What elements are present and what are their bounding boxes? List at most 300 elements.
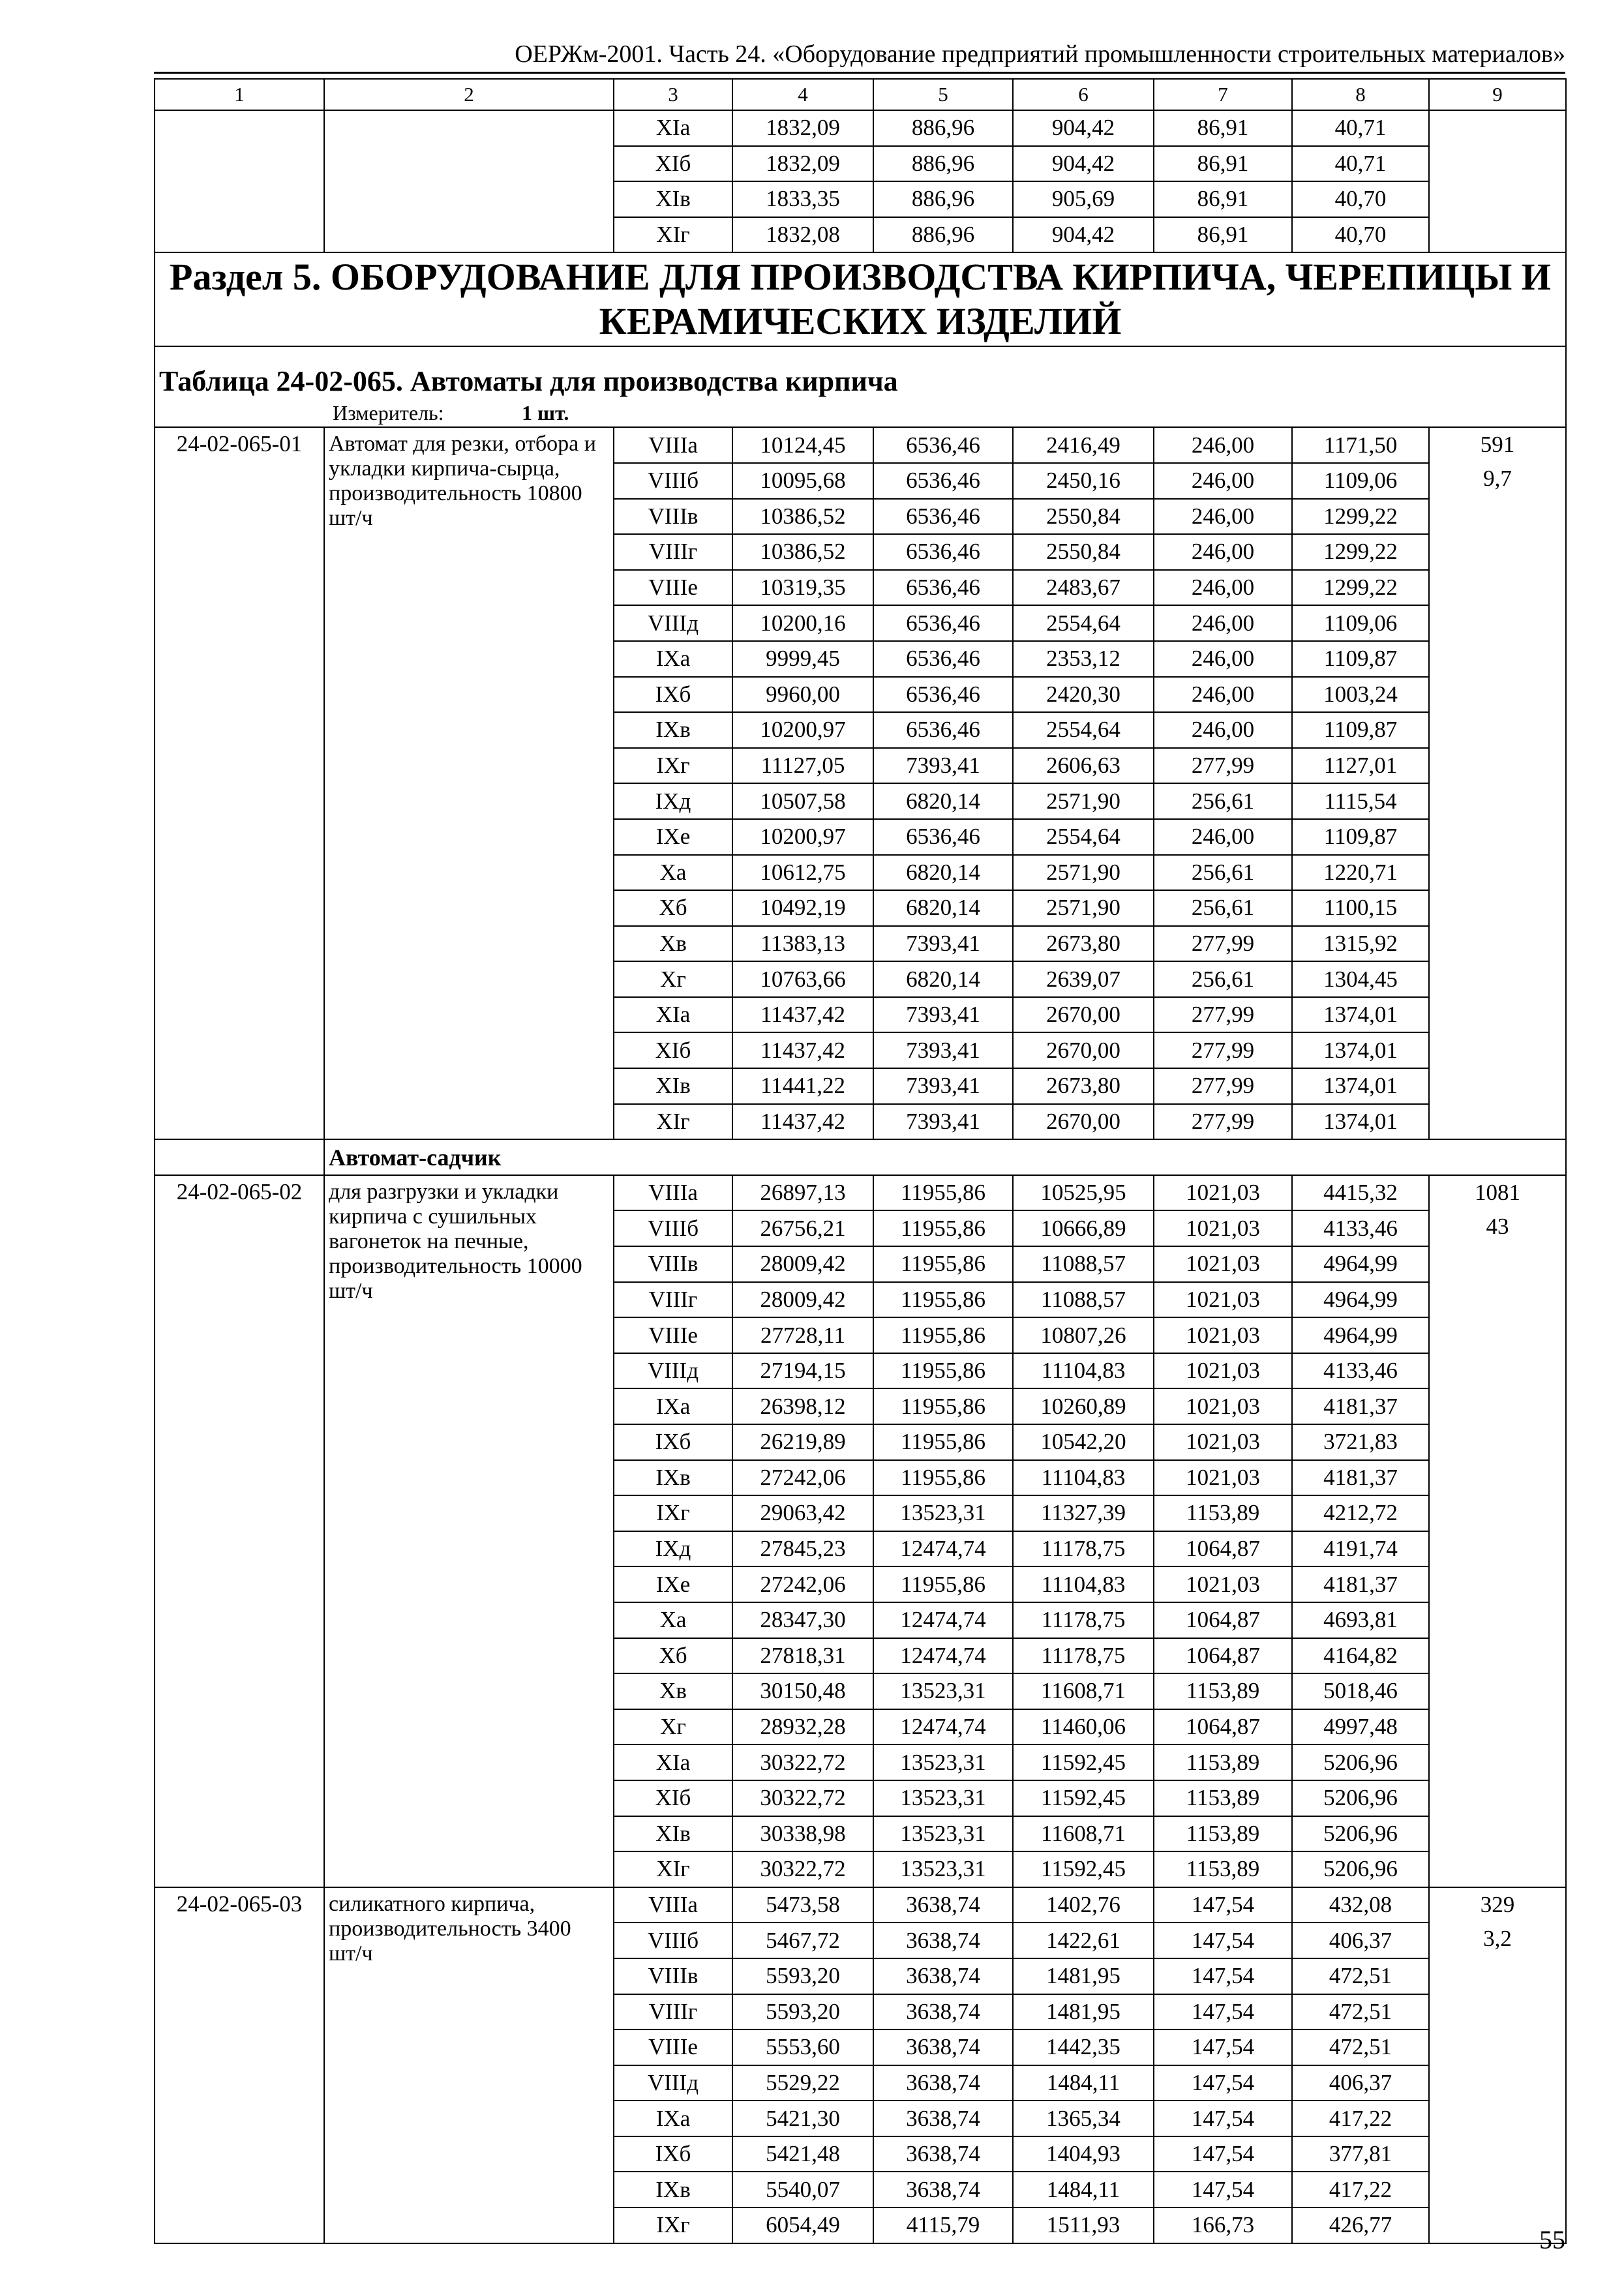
zone-cell: IXд — [614, 783, 732, 819]
value-cell: 246,00 — [1154, 427, 1292, 463]
extra-value: 3,2 — [1483, 1925, 1512, 1951]
value-cell: 246,00 — [1154, 819, 1292, 855]
value-cell: 6536,46 — [873, 427, 1013, 463]
value-cell: 1374,01 — [1292, 1068, 1429, 1104]
value-cell: 13523,31 — [873, 1816, 1013, 1852]
value-cell: 7393,41 — [873, 926, 1013, 962]
value-cell: 1299,22 — [1292, 499, 1429, 535]
value-cell: 5540,07 — [732, 2172, 873, 2207]
value-cell: 1109,87 — [1292, 819, 1429, 855]
value-cell: 11178,75 — [1013, 1531, 1154, 1567]
value-cell: 905,69 — [1013, 181, 1154, 217]
value-cell: 1299,22 — [1292, 534, 1429, 570]
value-cell: 1109,87 — [1292, 641, 1429, 677]
value-cell: 277,99 — [1154, 1104, 1292, 1140]
value-cell: 10612,75 — [732, 855, 873, 891]
value-cell: 11955,86 — [873, 1175, 1013, 1211]
value-cell: 5206,96 — [1292, 1851, 1429, 1887]
value-cell: 27242,06 — [732, 1460, 873, 1496]
value-cell: 12474,74 — [873, 1531, 1013, 1567]
norms-table — [154, 78, 1567, 2244]
value-cell: 256,61 — [1154, 961, 1292, 997]
value-cell: 5593,20 — [732, 1958, 873, 1994]
section-title: Раздел 5. ОБОРУДОВАНИЕ ДЛЯ ПРОИЗВОДСТВА КИРПИЧА, ЧЕРЕПИЦЫ И КЕРАМИЧЕСКИХ ИЗДЕЛИЙ — [155, 252, 1566, 346]
value-cell: 1153,89 — [1154, 1851, 1292, 1887]
value-cell: XIв — [614, 181, 732, 217]
value-cell: XIг — [614, 217, 732, 253]
value-cell: 1422,61 — [1013, 1922, 1154, 1958]
section-title-row — [155, 252, 1566, 346]
value-cell: 2353,12 — [1013, 641, 1154, 677]
value-cell: 7393,41 — [873, 1068, 1013, 1104]
value-cell: 28347,30 — [732, 1602, 873, 1638]
value-cell: 27242,06 — [732, 1566, 873, 1602]
value-cell: 1374,01 — [1292, 997, 1429, 1033]
value-cell: 4181,37 — [1292, 1460, 1429, 1496]
table-row — [155, 1175, 1566, 1211]
value-cell: 4997,48 — [1292, 1709, 1429, 1745]
table-row — [155, 427, 1566, 463]
value-cell: 4964,99 — [1292, 1317, 1429, 1353]
value-cell: 26897,13 — [732, 1175, 873, 1211]
zone-cell: VIIIг — [614, 1994, 732, 2030]
subtitle-code-cell — [155, 1139, 324, 1175]
value-cell: 1220,71 — [1292, 855, 1429, 891]
value-cell: 11955,86 — [873, 1566, 1013, 1602]
value-cell: 13523,31 — [873, 1851, 1013, 1887]
value-cell: 4415,32 — [1292, 1175, 1429, 1211]
value-cell: 4115,79 — [873, 2207, 1013, 2243]
value-cell: 5553,60 — [732, 2029, 873, 2065]
value-cell: 40,71 — [1292, 146, 1429, 182]
value-cell: 6054,49 — [732, 2207, 873, 2243]
value-cell: 4181,37 — [1292, 1388, 1429, 1424]
value-cell: 277,99 — [1154, 1068, 1292, 1104]
value-cell: 256,61 — [1154, 783, 1292, 819]
unit-row — [155, 399, 1566, 427]
extra-value: 329 — [1480, 1891, 1515, 1917]
value-cell: 256,61 — [1154, 855, 1292, 891]
zone-cell: VIIIа — [614, 427, 732, 463]
value-cell: 6536,46 — [873, 463, 1013, 499]
value-cell: 1171,50 — [1292, 427, 1429, 463]
description-cell: силикатного кирпича, производительность 3400 шт/ч — [324, 1887, 614, 2243]
value-cell: 3638,74 — [873, 2101, 1013, 2136]
zone-cell: IXе — [614, 1566, 732, 1602]
value-cell: 3638,74 — [873, 1887, 1013, 1923]
value-cell: 1064,87 — [1154, 1709, 1292, 1745]
value-cell: 1484,11 — [1013, 2065, 1154, 2101]
extra-value: 43 — [1486, 1213, 1509, 1239]
value-cell: 13523,31 — [873, 1495, 1013, 1531]
value-cell: 9960,00 — [732, 677, 873, 713]
value-cell: 29063,42 — [732, 1495, 873, 1531]
value-cell: 3638,74 — [873, 2136, 1013, 2172]
value-cell: 1374,01 — [1292, 1104, 1429, 1140]
value-cell: 10200,16 — [732, 605, 873, 641]
value-cell: 2416,49 — [1013, 427, 1154, 463]
value-cell: 40,70 — [1292, 181, 1429, 217]
value-cell: 5593,20 — [732, 1994, 873, 2030]
value-cell: 11955,86 — [873, 1317, 1013, 1353]
unit-label: Измеритель: — [333, 401, 444, 425]
code-cell: 24-02-065-02 — [155, 1175, 324, 1887]
value-cell: 11127,05 — [732, 748, 873, 784]
extra-value: 1081 — [1475, 1179, 1520, 1205]
value-cell: 86,91 — [1154, 217, 1292, 253]
value-cell: 3721,83 — [1292, 1424, 1429, 1460]
zone-cell: IXв — [614, 712, 732, 748]
value-cell: 147,54 — [1154, 1887, 1292, 1923]
value-cell: 11592,45 — [1013, 1780, 1154, 1816]
value-cell: 11104,83 — [1013, 1460, 1154, 1496]
zone-cell: VIIIа — [614, 1175, 732, 1211]
column-number: 1 — [155, 79, 324, 110]
value-cell: 2670,00 — [1013, 1104, 1154, 1140]
value-cell: 2639,07 — [1013, 961, 1154, 997]
group-subtitle: Автомат-садчик — [324, 1139, 1566, 1175]
value-cell: 3638,74 — [873, 1994, 1013, 2030]
value-cell: 6820,14 — [873, 890, 1013, 926]
value-cell: 1153,89 — [1154, 1816, 1292, 1852]
zone-cell: XIа — [614, 1744, 732, 1780]
value-cell: 3638,74 — [873, 1958, 1013, 1994]
value-cell: 886,96 — [873, 146, 1013, 182]
value-cell: 28009,42 — [732, 1282, 873, 1318]
value-cell: 1109,06 — [1292, 463, 1429, 499]
value-cell: 30322,72 — [732, 1851, 873, 1887]
value-cell: 30338,98 — [732, 1816, 873, 1852]
value-cell: 1833,35 — [732, 181, 873, 217]
extra-value: 591 — [1480, 432, 1515, 458]
value-cell: 11955,86 — [873, 1353, 1013, 1389]
extra-cell — [1429, 1175, 1566, 1887]
zone-cell: VIIIв — [614, 499, 732, 535]
zone-cell: Xа — [614, 1602, 732, 1638]
zone-cell: IXа — [614, 2101, 732, 2136]
value-cell: 7393,41 — [873, 1104, 1013, 1140]
value-cell: 10386,52 — [732, 499, 873, 535]
value-cell: 6536,46 — [873, 677, 1013, 713]
zone-cell: IXв — [614, 1460, 732, 1496]
value-cell: 1021,03 — [1154, 1317, 1292, 1353]
value-cell: 4212,72 — [1292, 1495, 1429, 1531]
value-cell: 1064,87 — [1154, 1531, 1292, 1567]
value-cell: 1365,34 — [1013, 2101, 1154, 2136]
value-cell: 10807,26 — [1013, 1317, 1154, 1353]
value-cell: 11104,83 — [1013, 1353, 1154, 1389]
code-cell: 24-02-065-03 — [155, 1887, 324, 2243]
value-cell: 10492,19 — [732, 890, 873, 926]
zone-cell: XIв — [614, 1816, 732, 1852]
value-cell: 1315,92 — [1292, 926, 1429, 962]
value-cell: 11327,39 — [1013, 1495, 1154, 1531]
extra-cell — [1429, 427, 1566, 1139]
value-cell: 1003,24 — [1292, 677, 1429, 713]
value-cell: 3638,74 — [873, 2065, 1013, 2101]
value-cell: 5473,58 — [732, 1887, 873, 1923]
code-cell: 24-02-065-01 — [155, 427, 324, 1139]
value-cell: 11437,42 — [732, 997, 873, 1033]
zone-cell: IXб — [614, 2136, 732, 2172]
zone-cell: VIIIб — [614, 463, 732, 499]
value-cell: 10200,97 — [732, 712, 873, 748]
value-cell: 6536,46 — [873, 605, 1013, 641]
value-cell: 5421,48 — [732, 2136, 873, 2172]
zone-cell: IXд — [614, 1531, 732, 1567]
value-cell: 1484,11 — [1013, 2172, 1154, 2207]
value-cell: 5467,72 — [732, 1922, 873, 1958]
zone-cell: VIIIе — [614, 2029, 732, 2065]
value-cell: 472,51 — [1292, 2029, 1429, 2065]
value-cell: 10763,66 — [732, 961, 873, 997]
value-cell: 2673,80 — [1013, 1068, 1154, 1104]
value-cell: 3638,74 — [873, 2172, 1013, 2207]
value-cell: 28932,28 — [732, 1709, 873, 1745]
value-cell: 7393,41 — [873, 748, 1013, 784]
value-cell: 11955,86 — [873, 1210, 1013, 1246]
value-cell: 246,00 — [1154, 570, 1292, 606]
value-cell: 86,91 — [1154, 181, 1292, 217]
value-cell: 1021,03 — [1154, 1460, 1292, 1496]
column-number: 5 — [873, 79, 1013, 110]
value-cell: 1832,09 — [732, 110, 873, 146]
value-cell: 432,08 — [1292, 1887, 1429, 1923]
extra-value: 9,7 — [1483, 466, 1512, 492]
value-cell: 1127,01 — [1292, 748, 1429, 784]
value-cell: 147,54 — [1154, 2101, 1292, 2136]
value-cell: 12474,74 — [873, 1638, 1013, 1674]
zone-cell: VIIIб — [614, 1210, 732, 1246]
value-cell: 246,00 — [1154, 534, 1292, 570]
value-cell: 2571,90 — [1013, 890, 1154, 926]
value-cell: 40,71 — [1292, 110, 1429, 146]
value-cell: 4181,37 — [1292, 1566, 1429, 1602]
value-cell: 2554,64 — [1013, 819, 1154, 855]
value-cell: 7393,41 — [873, 1032, 1013, 1068]
value-cell: 1109,06 — [1292, 605, 1429, 641]
value-cell: 4693,81 — [1292, 1602, 1429, 1638]
value-cell: 11955,86 — [873, 1388, 1013, 1424]
zone-cell: XIв — [614, 1068, 732, 1104]
value-cell: 11608,71 — [1013, 1816, 1154, 1852]
value-cell: 147,54 — [1154, 2065, 1292, 2101]
value-cell: 1402,76 — [1013, 1887, 1154, 1923]
value-cell: 6536,46 — [873, 570, 1013, 606]
value-cell: 2550,84 — [1013, 499, 1154, 535]
value-cell: 166,73 — [1154, 2207, 1292, 2243]
value-cell: 27845,23 — [732, 1531, 873, 1567]
extra-cell — [1429, 110, 1566, 252]
value-cell: 147,54 — [1154, 1994, 1292, 2030]
value-cell: 10124,45 — [732, 427, 873, 463]
value-cell: 10386,52 — [732, 534, 873, 570]
value-cell: 472,51 — [1292, 1994, 1429, 2030]
value-cell: 406,37 — [1292, 2065, 1429, 2101]
value-cell: 256,61 — [1154, 890, 1292, 926]
value-cell: 1021,03 — [1154, 1566, 1292, 1602]
value-cell: 27728,11 — [732, 1317, 873, 1353]
value-cell: 1374,01 — [1292, 1032, 1429, 1068]
zone-cell: Xб — [614, 1638, 732, 1674]
column-number: 9 — [1429, 79, 1566, 110]
value-cell: 11178,75 — [1013, 1602, 1154, 1638]
value-cell: 277,99 — [1154, 997, 1292, 1033]
value-cell: 11437,42 — [732, 1104, 873, 1140]
value-cell: 11088,57 — [1013, 1282, 1154, 1318]
value-cell: 9999,45 — [732, 641, 873, 677]
value-cell: 1404,93 — [1013, 2136, 1154, 2172]
value-cell: 26219,89 — [732, 1424, 873, 1460]
value-cell: 13523,31 — [873, 1673, 1013, 1709]
value-cell: 1064,87 — [1154, 1602, 1292, 1638]
value-cell: 28009,42 — [732, 1246, 873, 1282]
value-cell: 5018,46 — [1292, 1673, 1429, 1709]
value-cell: 4964,99 — [1292, 1282, 1429, 1318]
table-row — [155, 1887, 1566, 1923]
value-cell: 1064,87 — [1154, 1638, 1292, 1674]
description-cell — [324, 110, 614, 252]
value-cell: 27194,15 — [732, 1353, 873, 1389]
zone-cell: XIг — [614, 1851, 732, 1887]
value-cell: 1021,03 — [1154, 1282, 1292, 1318]
value-cell: 904,42 — [1013, 146, 1154, 182]
value-cell: 7393,41 — [873, 997, 1013, 1033]
value-cell: 6536,46 — [873, 819, 1013, 855]
description-cell: Автомат для резки, отбора и укладки кирпича-сырца, производительность 10800 шт/ч — [324, 427, 614, 1139]
unit-cell — [155, 399, 1566, 427]
value-cell: 2673,80 — [1013, 926, 1154, 962]
value-cell: 26756,21 — [732, 1210, 873, 1246]
value-cell: 417,22 — [1292, 2172, 1429, 2207]
running-header: ОЕРЖм-2001. Часть 24. «Оборудование предприятий промышленности строительных материалов» — [515, 40, 1565, 68]
value-cell: 4133,46 — [1292, 1210, 1429, 1246]
value-cell: 1153,89 — [1154, 1495, 1292, 1531]
value-cell: 377,81 — [1292, 2136, 1429, 2172]
value-cell: 11178,75 — [1013, 1638, 1154, 1674]
value-cell: 277,99 — [1154, 926, 1292, 962]
value-cell: 1442,35 — [1013, 2029, 1154, 2065]
value-cell: 147,54 — [1154, 2029, 1292, 2065]
value-cell: 6536,46 — [873, 499, 1013, 535]
value-cell: XIа — [614, 110, 732, 146]
value-cell: 11441,22 — [732, 1068, 873, 1104]
value-cell: 1481,95 — [1013, 1958, 1154, 1994]
value-cell: 11592,45 — [1013, 1851, 1154, 1887]
value-cell: 3638,74 — [873, 1922, 1013, 1958]
zone-cell: Xб — [614, 890, 732, 926]
value-cell: 2483,67 — [1013, 570, 1154, 606]
value-cell: 11592,45 — [1013, 1744, 1154, 1780]
value-cell: 246,00 — [1154, 712, 1292, 748]
zone-cell: XIа — [614, 997, 732, 1033]
zone-cell: IXб — [614, 677, 732, 713]
zone-cell: Xг — [614, 1709, 732, 1745]
value-cell: 1153,89 — [1154, 1780, 1292, 1816]
unit-value: 1 шт. — [522, 401, 569, 425]
zone-cell: VIIIа — [614, 1887, 732, 1923]
value-cell: 13523,31 — [873, 1780, 1013, 1816]
value-cell: 4191,74 — [1292, 1531, 1429, 1567]
value-cell: 147,54 — [1154, 2172, 1292, 2207]
value-cell: 1153,89 — [1154, 1673, 1292, 1709]
zone-cell: IXг — [614, 2207, 732, 2243]
value-cell: 3638,74 — [873, 2029, 1013, 2065]
value-cell: 147,54 — [1154, 1958, 1292, 1994]
zone-cell: VIIIг — [614, 534, 732, 570]
zone-cell: VIIIв — [614, 1246, 732, 1282]
extra-cell — [1429, 1887, 1566, 2243]
value-cell: 246,00 — [1154, 463, 1292, 499]
value-cell: 886,96 — [873, 110, 1013, 146]
zone-cell: VIIIг — [614, 1282, 732, 1318]
value-cell: 11460,06 — [1013, 1709, 1154, 1745]
zone-cell: IXа — [614, 641, 732, 677]
zone-cell: VIIIв — [614, 1958, 732, 1994]
value-cell: 5529,22 — [732, 2065, 873, 2101]
column-number: 3 — [614, 79, 732, 110]
column-number: 6 — [1013, 79, 1154, 110]
value-cell: 30322,72 — [732, 1780, 873, 1816]
value-cell: 1481,95 — [1013, 1994, 1154, 2030]
value-cell: 11437,42 — [732, 1032, 873, 1068]
value-cell: 2571,90 — [1013, 855, 1154, 891]
value-cell: 2450,16 — [1013, 463, 1154, 499]
zone-cell: Xв — [614, 1673, 732, 1709]
value-cell: 1153,89 — [1154, 1744, 1292, 1780]
value-cell: 246,00 — [1154, 499, 1292, 535]
value-cell: 2571,90 — [1013, 783, 1154, 819]
value-cell: 6536,46 — [873, 641, 1013, 677]
value-cell: 2670,00 — [1013, 1032, 1154, 1068]
zone-cell: XIг — [614, 1104, 732, 1140]
value-cell: 1021,03 — [1154, 1175, 1292, 1211]
value-cell: 1832,09 — [732, 146, 873, 182]
value-cell: 11104,83 — [1013, 1566, 1154, 1602]
zone-cell: IXг — [614, 748, 732, 784]
value-cell: 147,54 — [1154, 2136, 1292, 2172]
value-cell: 10095,68 — [732, 463, 873, 499]
value-cell: 10319,35 — [732, 570, 873, 606]
value-cell: 1115,54 — [1292, 783, 1429, 819]
column-number: 2 — [324, 79, 614, 110]
value-cell: 1021,03 — [1154, 1353, 1292, 1389]
value-cell: 6536,46 — [873, 534, 1013, 570]
value-cell: 1511,93 — [1013, 2207, 1154, 2243]
code-cell — [155, 110, 324, 252]
value-cell: XIб — [614, 146, 732, 182]
value-cell: 2554,64 — [1013, 605, 1154, 641]
value-cell: 86,91 — [1154, 110, 1292, 146]
zone-cell: Xв — [614, 926, 732, 962]
value-cell: 10666,89 — [1013, 1210, 1154, 1246]
value-cell: 5421,30 — [732, 2101, 873, 2136]
zone-cell: IXв — [614, 2172, 732, 2207]
value-cell: 886,96 — [873, 217, 1013, 253]
value-cell: 27818,31 — [732, 1638, 873, 1674]
zone-cell: IXг — [614, 1495, 732, 1531]
value-cell: 904,42 — [1013, 110, 1154, 146]
value-cell: 1304,45 — [1292, 961, 1429, 997]
zone-cell: VIIIе — [614, 1317, 732, 1353]
value-cell: 10507,58 — [732, 783, 873, 819]
value-cell: 406,37 — [1292, 1922, 1429, 1958]
value-cell: 4164,82 — [1292, 1638, 1429, 1674]
value-cell: 6536,46 — [873, 712, 1013, 748]
value-cell: 2550,84 — [1013, 534, 1154, 570]
zone-cell: XIб — [614, 1780, 732, 1816]
value-cell: 12474,74 — [873, 1709, 1013, 1745]
